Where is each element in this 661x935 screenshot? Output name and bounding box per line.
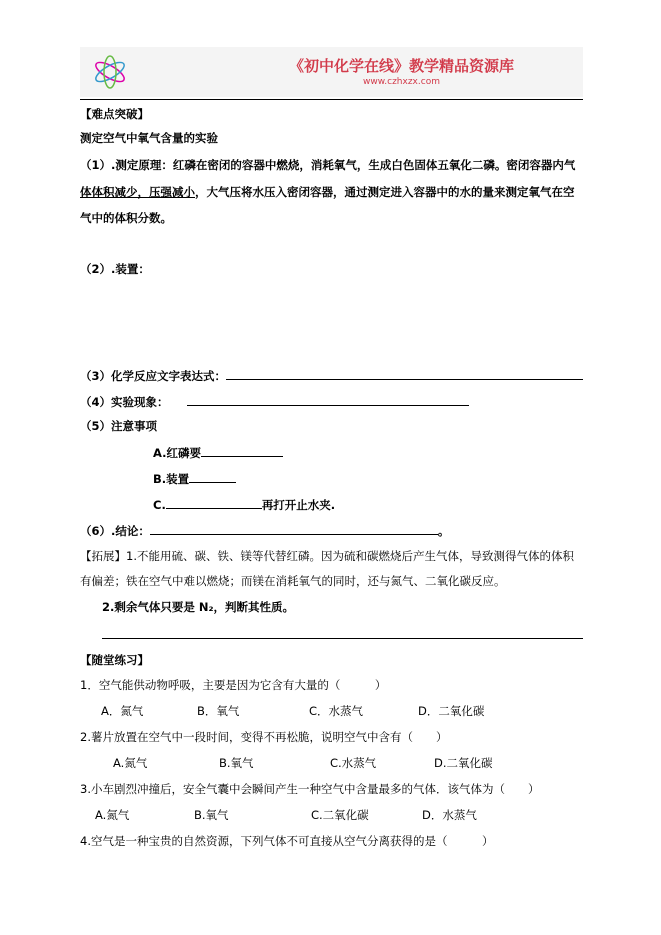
option[interactable]: C．水蒸气 — [309, 704, 364, 718]
underlined-text: 体体积减少，压强减小 — [80, 185, 195, 199]
option[interactable]: A．氮气 — [101, 704, 144, 718]
option[interactable]: C.水蒸气 — [330, 756, 377, 770]
note-a — [153, 444, 283, 461]
logo-icon — [90, 53, 130, 91]
header-banner — [80, 47, 583, 97]
note-b-blank[interactable] — [189, 470, 236, 483]
option[interactable]: D.二氧化碳 — [434, 756, 493, 770]
principle-line-1: （1）.测定原理：红磷在密闭的容器中燃烧，消耗氧气，生成白色固体五氧化二磷。密闭容器内气 — [80, 158, 576, 172]
notes-label: （5）注意事项 — [80, 419, 158, 433]
note-c — [153, 496, 335, 513]
section-heading: 【难点突破】 — [80, 107, 149, 121]
equation-blank[interactable] — [226, 367, 583, 380]
option[interactable]: C.二氧化碳 — [311, 808, 369, 822]
question-3: 3.小车剧烈冲撞后，安全气囊中会瞬间产生一种空气中含量最多的气体．该气体为（ ） — [80, 782, 540, 796]
phenomenon-blank[interactable] — [187, 393, 469, 406]
phenomenon-text: （4）实验现象： — [80, 395, 169, 409]
principle-line-3: 气中的体积分数。 — [80, 211, 172, 225]
note-b-text: B.装置 — [153, 472, 190, 486]
option[interactable]: D．二氧化碳 — [418, 704, 485, 718]
note-a-text: A.红磷要 — [153, 446, 201, 460]
equation-label — [80, 367, 583, 384]
option[interactable]: B.氧气 — [219, 756, 254, 770]
principle-text: ，大气压将水压入密闭容器，通过测定进入容器中的水的量来测定氧气在空 — [195, 185, 575, 199]
answer-blank-line[interactable] — [102, 638, 583, 639]
equation-text: （3）化学反应文字表达式： — [80, 369, 227, 383]
apparatus-label: （2）.装置： — [80, 262, 150, 276]
practice-heading: 【随堂练习】 — [80, 653, 149, 667]
option[interactable]: B.氧气 — [194, 808, 229, 822]
option[interactable]: B．氧气 — [197, 704, 240, 718]
conclusion-end: 。 — [437, 524, 450, 538]
header-rule — [80, 99, 583, 100]
experiment-title: 测定空气中氧气含量的实验 — [80, 131, 218, 145]
option[interactable]: D．水蒸气 — [422, 808, 477, 822]
question-1: 1．空气能供动物呼吸，主要是因为它含有大量的（ ） — [80, 678, 387, 692]
note-c-text: 再打开止水夹. — [261, 498, 336, 512]
conclusion-text: （6）.结论： — [80, 524, 150, 538]
conclusion-blank[interactable] — [150, 522, 438, 535]
phenomenon-label — [80, 393, 469, 410]
option[interactable]: A.氮气 — [95, 808, 130, 822]
question-4: 4.空气是一种宝贵的自然资源，下列气体不可直接从空气分离获得的是（ ） — [80, 834, 494, 848]
note-c-blank[interactable] — [166, 496, 262, 509]
conclusion-label — [80, 522, 449, 539]
extension-line-2: 有偏差；铁在空气中难以燃烧；而镁在消耗氧气的同时，还与氮气、二氧化碳反应。 — [80, 574, 506, 588]
extension-line-1: 【拓展】1.不能用硫、碳、铁、镁等代替红磷。因为硫和碳燃烧后产生气体，导致测得气体的体积 — [80, 549, 574, 563]
extension-item-2: 2.剩余气体只要是 N₂，判断其性质。 — [102, 600, 295, 614]
option[interactable]: A.氮气 — [113, 756, 148, 770]
principle-line-2 — [80, 184, 575, 200]
banner-url: www.czhxzx.com — [363, 77, 440, 87]
note-b — [153, 470, 236, 487]
question-2: 2.薯片放置在空气中一段时间，变得不再松脆，说明空气中含有（ ） — [80, 730, 448, 744]
note-a-blank[interactable] — [201, 444, 283, 457]
note-c-prefix: C. — [153, 498, 166, 512]
banner-title: 《初中化学在线》教学精品资源库 — [288, 57, 514, 75]
